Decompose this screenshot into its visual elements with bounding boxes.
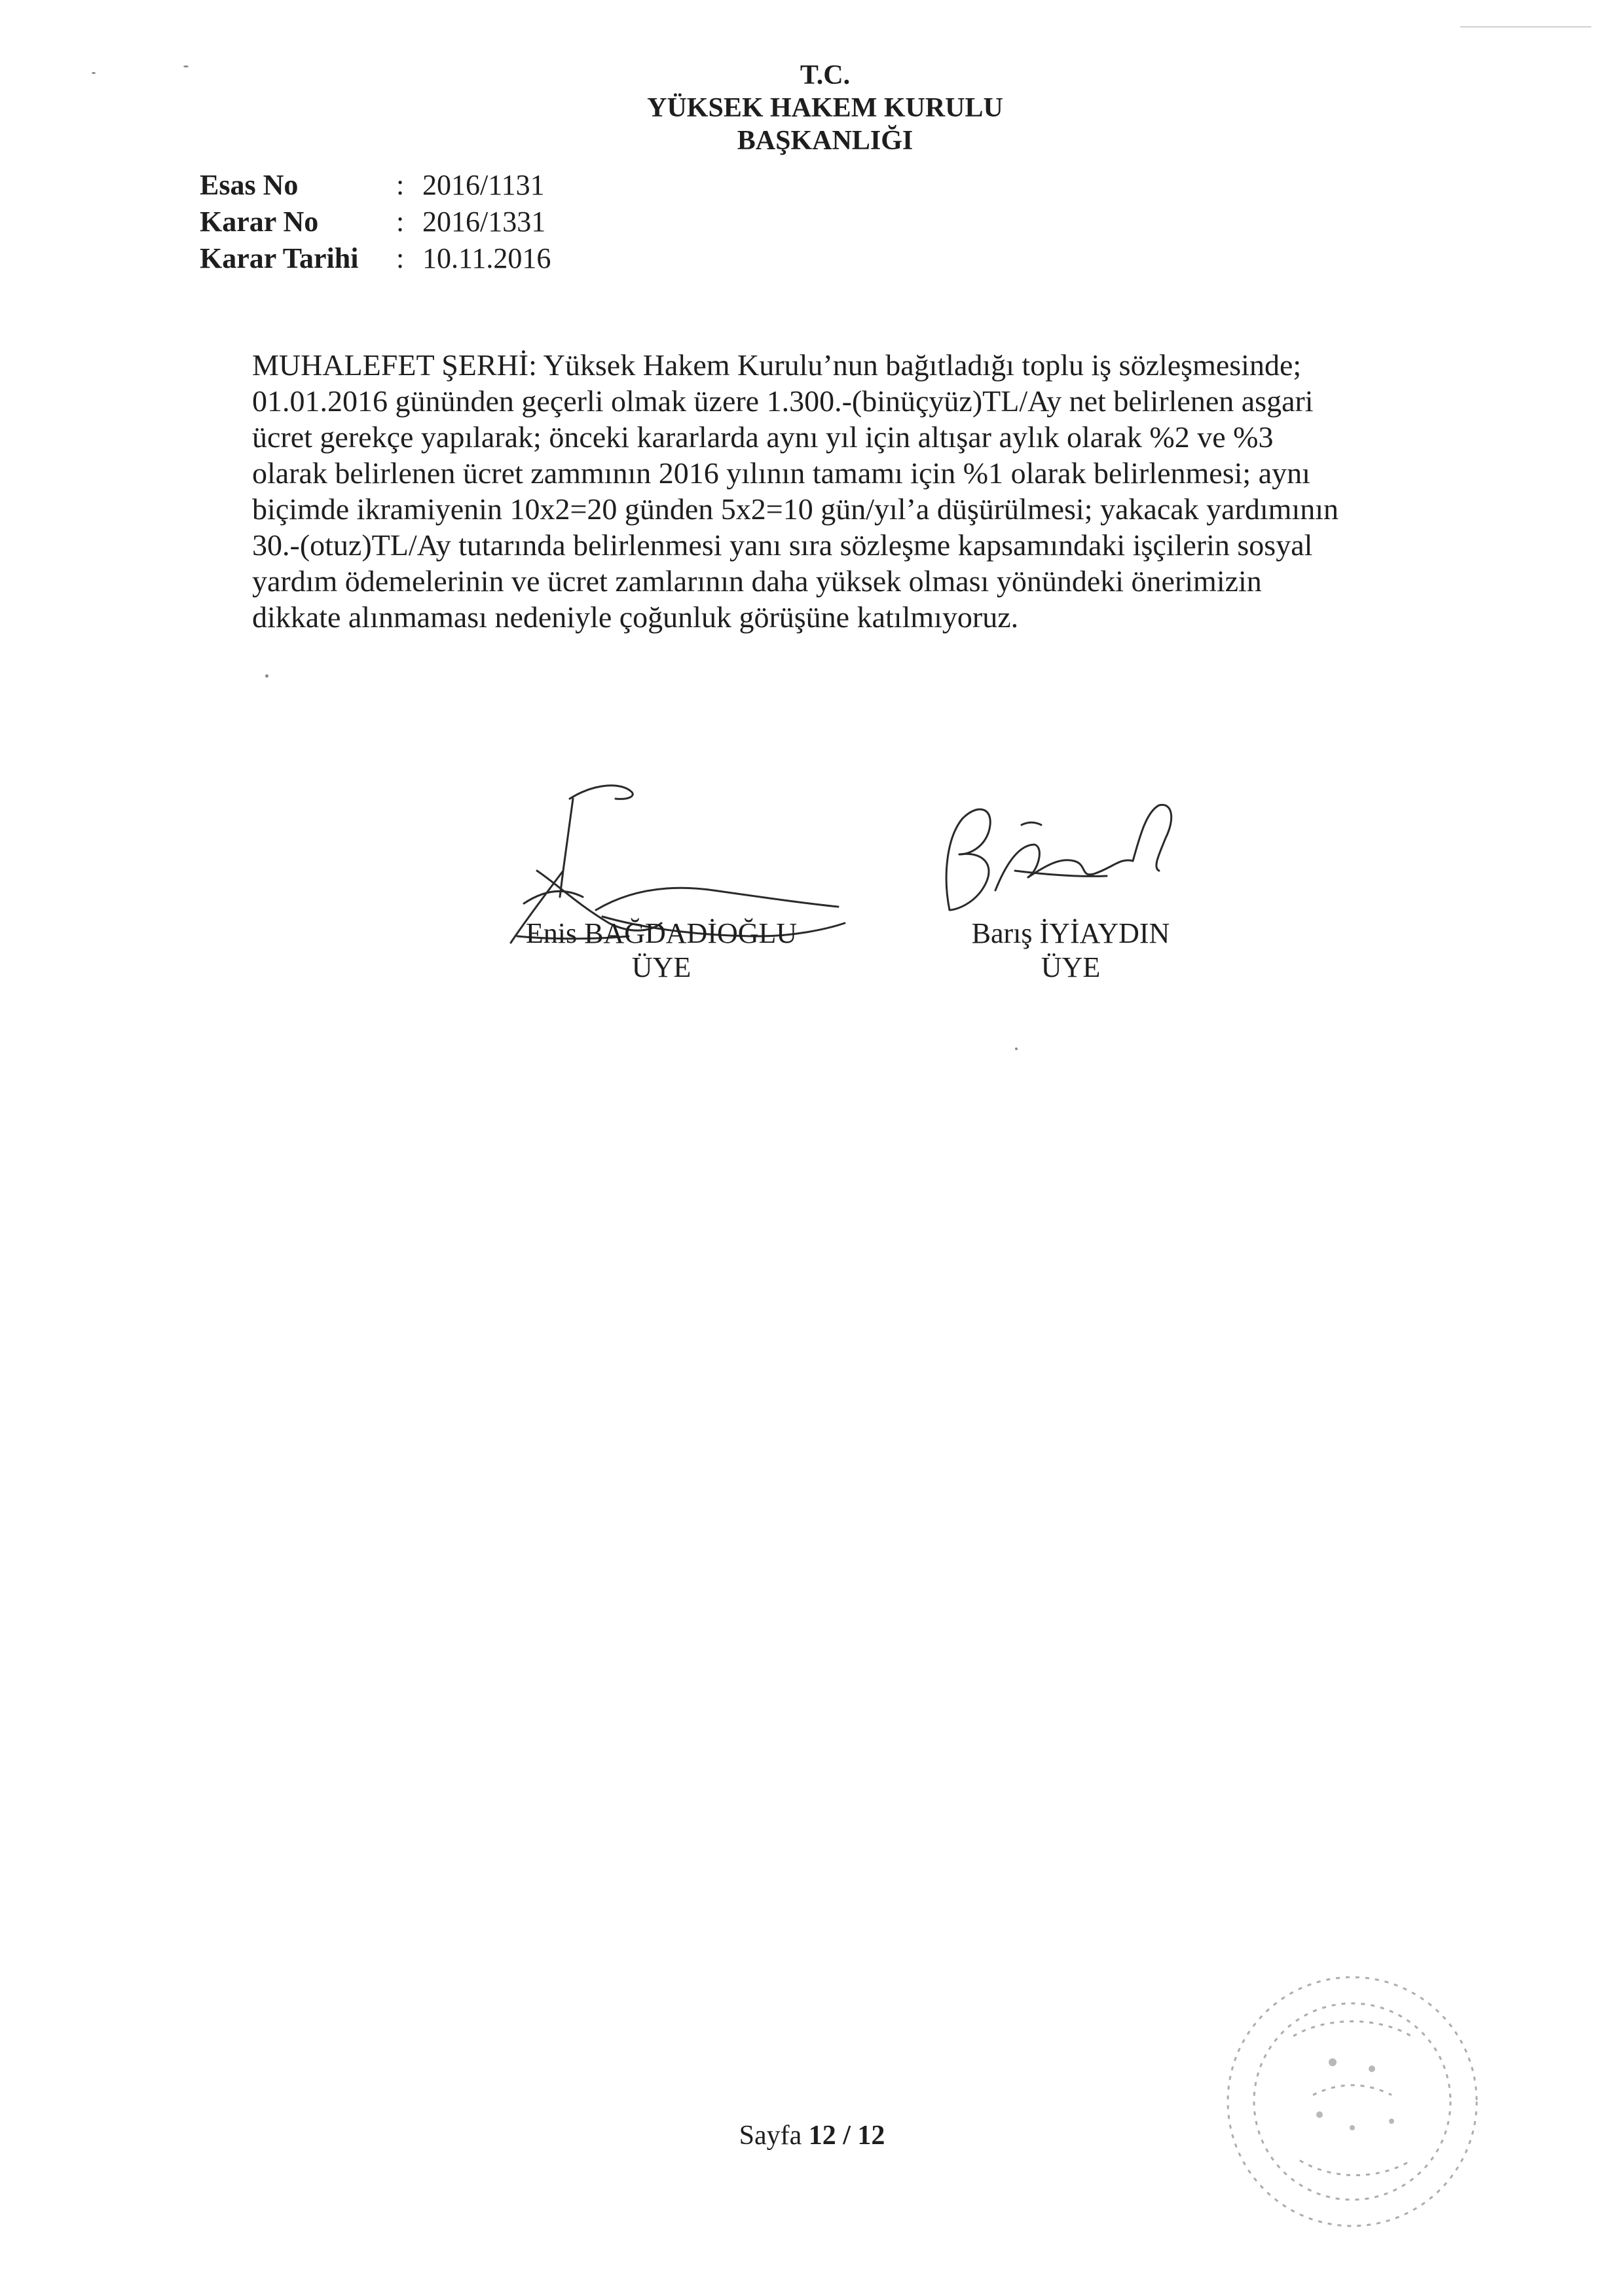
scan-speck: [92, 72, 96, 74]
meta-row-karar: [200, 204, 593, 240]
meta-separator: :: [396, 242, 405, 274]
header-line-tc: T.C.: [800, 60, 851, 90]
scan-speck: [183, 65, 189, 67]
meta-separator: :: [396, 206, 405, 238]
text-line: 01.01.2016 gününden geçerli olmak üzere 1.300.-(binüçyüz)TL/Ay net belirlenen asgari: [252, 384, 1314, 418]
meta-value: 2016/1331: [422, 206, 546, 238]
signatory-name: Barış İYİAYDIN: [971, 917, 1170, 949]
text-line: olarak belirlenen ücret zammının 2016 yılının tamamı için %1 olarak belirlenmesi; aynı: [252, 456, 1310, 490]
meta-label: Karar Tarihi: [200, 242, 359, 274]
official-stamp: [1215, 1964, 1490, 2239]
text-line: dikkate alınmaması nedeniyle çoğunluk görüşüne katılmıyoruz.: [252, 600, 1019, 634]
text-line: MUHALEFET ŞERHİ: Yüksek Hakem Kurulu’nun bağıtladığı toplu iş sözleşmesinde;: [252, 348, 1302, 382]
signature-block-left: [465, 917, 858, 985]
meta-separator: :: [396, 169, 405, 201]
meta-value: 2016/1131: [422, 169, 545, 201]
meta-label: Esas No: [200, 169, 299, 201]
dissent-text: [252, 347, 1444, 635]
meta-row-esas: [200, 167, 593, 204]
header-line-institution: YÜKSEK HAKEM KURULU: [647, 93, 1003, 123]
header-line-presidency: BAŞKANLIĞI: [737, 126, 913, 156]
scan-edge-mark: [1460, 26, 1591, 27]
meta-label: Karar No: [200, 206, 319, 238]
signature-block-right: [874, 917, 1267, 985]
text-line: ücret gerekçe yapılarak; önceki kararlarda aynı yıl için altışar aylık olarak %2 ve %3: [252, 420, 1274, 454]
text-line: 30.-(otuz)TL/Ay tutarında belirlenmesi yanı sıra sözleşme kapsamındaki işçilerin sosyal: [252, 528, 1313, 562]
signatory-name: Enis BAĞDADİOĞLU: [525, 917, 798, 949]
signature-image-right: [923, 779, 1198, 930]
footer-page-number: 12 / 12: [808, 2121, 885, 2151]
footer-page-prefix: Sayfa: [739, 2121, 809, 2151]
text-line: biçimde ikramiyenin 10x2=20 günden 5x2=10 gün/yıl’a düşürülmesi; yakacak yardımının: [252, 492, 1339, 526]
scan-speck: [1015, 1048, 1018, 1050]
meta-row-karar-tarihi: [200, 240, 593, 277]
signatory-role: ÜYE: [1041, 951, 1101, 983]
meta-value: 10.11.2016: [422, 242, 551, 274]
case-metadata: [200, 167, 593, 277]
text-line: yardım ödemelerinin ve ücret zamlarının daha yüksek olması yönündeki önerimizin: [252, 564, 1262, 598]
document-header: [589, 59, 1061, 157]
page-footer: [0, 2120, 1624, 2151]
scan-speck: [265, 674, 268, 678]
signatory-role: ÜYE: [631, 951, 692, 983]
